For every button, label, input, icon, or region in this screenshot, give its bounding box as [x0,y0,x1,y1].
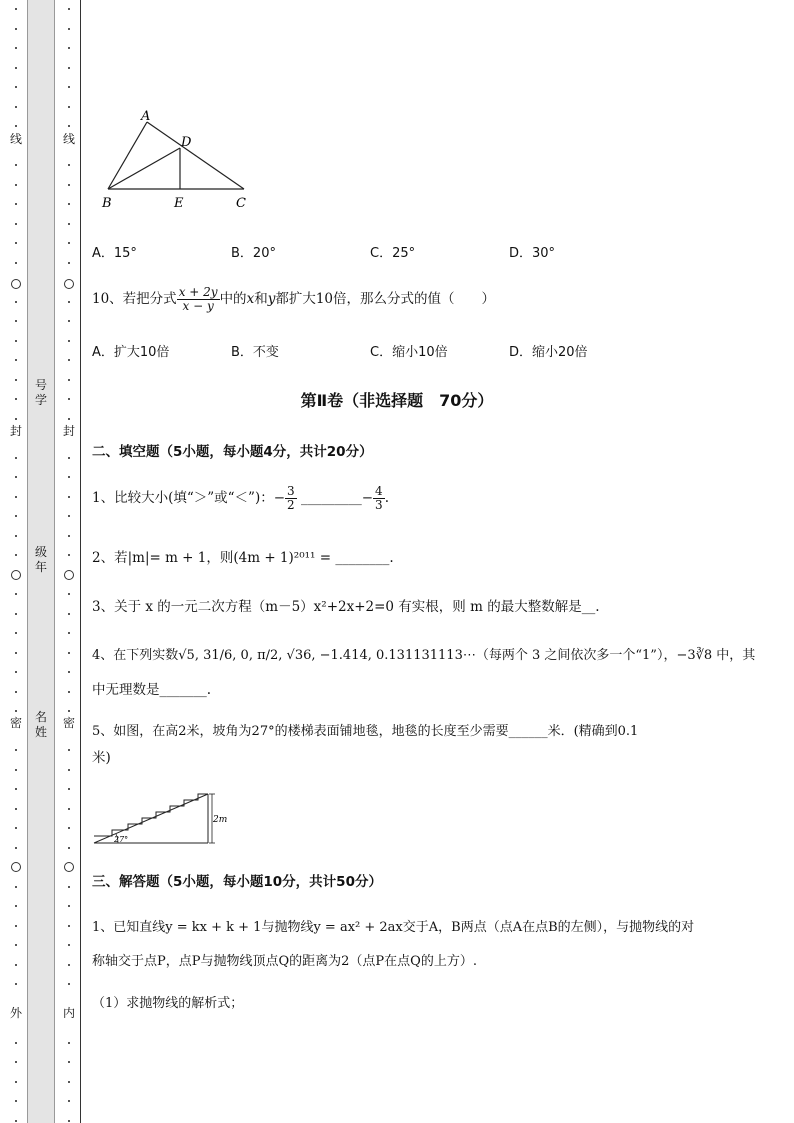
q9-option-d: D．30° [509,246,556,261]
margin-dot [15,983,17,985]
fill-question-2: 2、若|m|= m + 1，则(4m + 1)²⁰¹¹ = ________. [92,550,394,566]
margin-dot [68,593,70,595]
fill-question-3: 3、关于 x 的一元二次方程（m－5）x²+2x+2=0 有实根，则 m 的最大整数解是__. [92,599,600,615]
margin-dot [15,359,17,361]
answer-question-1-line2: 称轴交于点P，点P与抛物线顶点Q的距离为2（点P在点Q的上方）. [92,954,477,969]
margin-dot [15,652,17,654]
answer-heading: 三、解答题（5小题，每小题10分，共计50分） [92,874,382,890]
margin-dot [15,106,17,108]
fill1-f1-num: 3 [287,484,295,498]
margin-dot [68,1042,70,1044]
margin-dot [15,905,17,907]
margin-dot [68,379,70,381]
margin-dot [15,1042,17,1044]
fill-question-5-line2: 米) [92,750,111,766]
margin-label-mi-left: 密 [9,716,22,730]
q10-frac-den: x − y [182,299,214,313]
margin-dot [68,944,70,946]
margin-dot [68,613,70,615]
margin-dot [15,788,17,790]
margin-dot [68,1081,70,1083]
margin-dot [15,476,17,478]
q9-option-a: A．15° [92,246,137,261]
margin-dot [15,886,17,888]
margin-dot [15,613,17,615]
point-label-d: D [181,135,192,150]
margin-dot [68,242,70,244]
margin-dot [15,593,17,595]
fill1-fraction-2 [373,485,385,512]
q9-option-b: B．20° [231,246,276,261]
section-2-title: 第Ⅱ卷（非选择题 70分） [300,391,494,410]
margin-dot [68,925,70,927]
fill1-f1-den: 2 [287,498,295,512]
margin-dot [68,515,70,517]
fill1-end: . [384,490,389,506]
margin-circle [11,862,21,872]
q10-option-b: B．不变 [231,345,279,360]
stairs-angle-label: 27° [114,835,129,844]
q10-frac-num: x + 2y [178,285,218,299]
left-dot-column [9,0,23,1123]
point-label-b: B [102,196,112,211]
margin-dot [15,47,17,49]
margin-dot [68,418,70,420]
margin-label-feng-left: 封 [9,424,22,438]
right-dot-column [62,0,76,1123]
margin-dot [15,8,17,10]
margin-dot [68,496,70,498]
margin-dot [68,301,70,303]
fill1-fraction-1 [285,485,297,512]
margin-label-feng-right: 封 [62,424,75,438]
margin-dot [15,1081,17,1083]
margin-dot [68,749,70,751]
margin-dot [15,340,17,342]
margin-dot [68,632,70,634]
point-label-c: C [236,196,246,211]
margin-dot [68,1061,70,1063]
margin-dot [68,223,70,225]
field-exam-number: 号学 [34,378,47,407]
fill1-prefix: 1、比较大小(填“＞”或“＜”)：− [92,490,286,506]
margin-dot [68,808,70,810]
margin-dot [15,496,17,498]
margin-dot [15,1100,17,1102]
fill-question-4-line1: 4、在下列实数√5, 31/6, 0, π/2, √36, −1.414, 0.131131113⋯（每两个 3 之间依次多一个“1”），−3∛8 中，其 [92,648,756,663]
q10-var-x: x [246,291,255,307]
margin-dot [68,671,70,673]
q10-var-y: y [267,291,276,307]
margin-dot [68,847,70,849]
margin-dot [15,925,17,927]
margin-dot [68,769,70,771]
margin-dot [68,203,70,205]
margin-circle [64,570,74,580]
margin-dot [68,691,70,693]
answer-question-1-line1: 1、已知直线y = kx + k + 1与抛物线y = ax² + 2ax交于A，B两点（点A在点B的左侧），与抛物线的对 [92,920,695,935]
margin-dot [68,457,70,459]
margin-dot [15,944,17,946]
margin-dot [15,749,17,751]
question-10 [92,286,495,313]
margin-dot [68,106,70,108]
margin-dot [68,827,70,829]
q9-option-c: C．25° [370,246,416,261]
margin-label-xian-right: 线 [62,132,75,146]
margin-dot [15,710,17,712]
fill-question-1 [92,485,389,512]
margin-dot [68,67,70,69]
margin-dot [68,359,70,361]
margin-dot [68,184,70,186]
margin-dot [15,418,17,420]
margin-dot [15,28,17,30]
fill1-f2-num: 4 [375,484,383,498]
q10-mid2: 和 [254,291,268,307]
margin-dot [15,262,17,264]
margin-dot [15,457,17,459]
margin-dot [15,379,17,381]
q10-mid1: 中的 [219,291,247,307]
margin-dot [68,47,70,49]
margin-dot [15,515,17,517]
margin-dot [68,554,70,556]
q10-prefix: 10、若把分式 [92,291,177,307]
margin-dot [15,964,17,966]
margin-dot [15,184,17,186]
fill-question-5-line1: 5、如图，在高2米，坡角为27°的楼梯表面铺地毯，地毯的长度至少需要______米．(精确到0.1 [92,724,639,739]
margin-dot [68,964,70,966]
margin-dot [15,554,17,556]
q10-suffix: 都扩大10倍，那么分式的值（ ） [275,291,496,307]
margin-label-mi-right: 密 [62,716,75,730]
margin-dot [15,164,17,166]
margin-circle [11,279,21,289]
triangle-figure [96,104,256,214]
point-label-a: A [141,109,151,124]
field-class: 级年 [34,545,47,574]
margin-dot [15,632,17,634]
margin-dot [68,8,70,10]
margin-dot [15,223,17,225]
q10-option-d: D．缩小20倍 [509,345,588,360]
margin-circle [64,862,74,872]
margin-dot [15,847,17,849]
margin-dot [15,691,17,693]
margin-dot [68,983,70,985]
margin-label-nei: 内 [62,1006,75,1020]
field-name: 名姓 [34,710,47,739]
margin-dot [15,1120,17,1122]
margin-dot [68,1120,70,1122]
margin-dot [15,67,17,69]
margin-dot [68,710,70,712]
margin-dot [68,125,70,127]
margin-dot [68,1100,70,1102]
fill1-blank: _________− [296,490,374,506]
margin-dot [15,827,17,829]
margin-dot [68,476,70,478]
margin-circle [64,279,74,289]
margin-dot [68,164,70,166]
stairs-height-label: 2m [213,815,228,825]
margin-dot [68,86,70,88]
margin-dot [15,125,17,127]
fill-question-4-line2: 中无理数是_______. [92,682,212,698]
margin-dot [15,808,17,810]
margin-dot [68,886,70,888]
q10-fraction [177,286,220,313]
margin-dot [15,86,17,88]
margin-dot [15,242,17,244]
margin-dot [15,203,17,205]
margin-label-xian-left: 线 [9,132,22,146]
margin-dot [68,905,70,907]
margin-border-line [80,0,81,1123]
margin-dot [15,535,17,537]
point-label-e: E [174,196,184,211]
staircase-figure [92,786,232,848]
margin-dot [68,262,70,264]
margin-dot [68,340,70,342]
fill1-f2-den: 3 [375,498,383,512]
margin-dot [68,320,70,322]
answer-question-1-part1: （1）求抛物线的解析式； [92,996,244,1011]
margin-circle [11,570,21,580]
fill-in-heading: 二、填空题（5小题，每小题4分，共计20分） [92,444,373,460]
margin-dot [68,28,70,30]
margin-dot [15,671,17,673]
q10-option-c: C．缩小10倍 [370,345,448,360]
margin-dot [15,301,17,303]
margin-dot [68,652,70,654]
q10-option-a: A．扩大10倍 [92,345,170,360]
margin-dot [15,769,17,771]
margin-dot [15,1061,17,1063]
margin-label-wai: 外 [9,1006,22,1020]
margin-dot [68,788,70,790]
margin-dot [68,535,70,537]
margin-dot [15,320,17,322]
